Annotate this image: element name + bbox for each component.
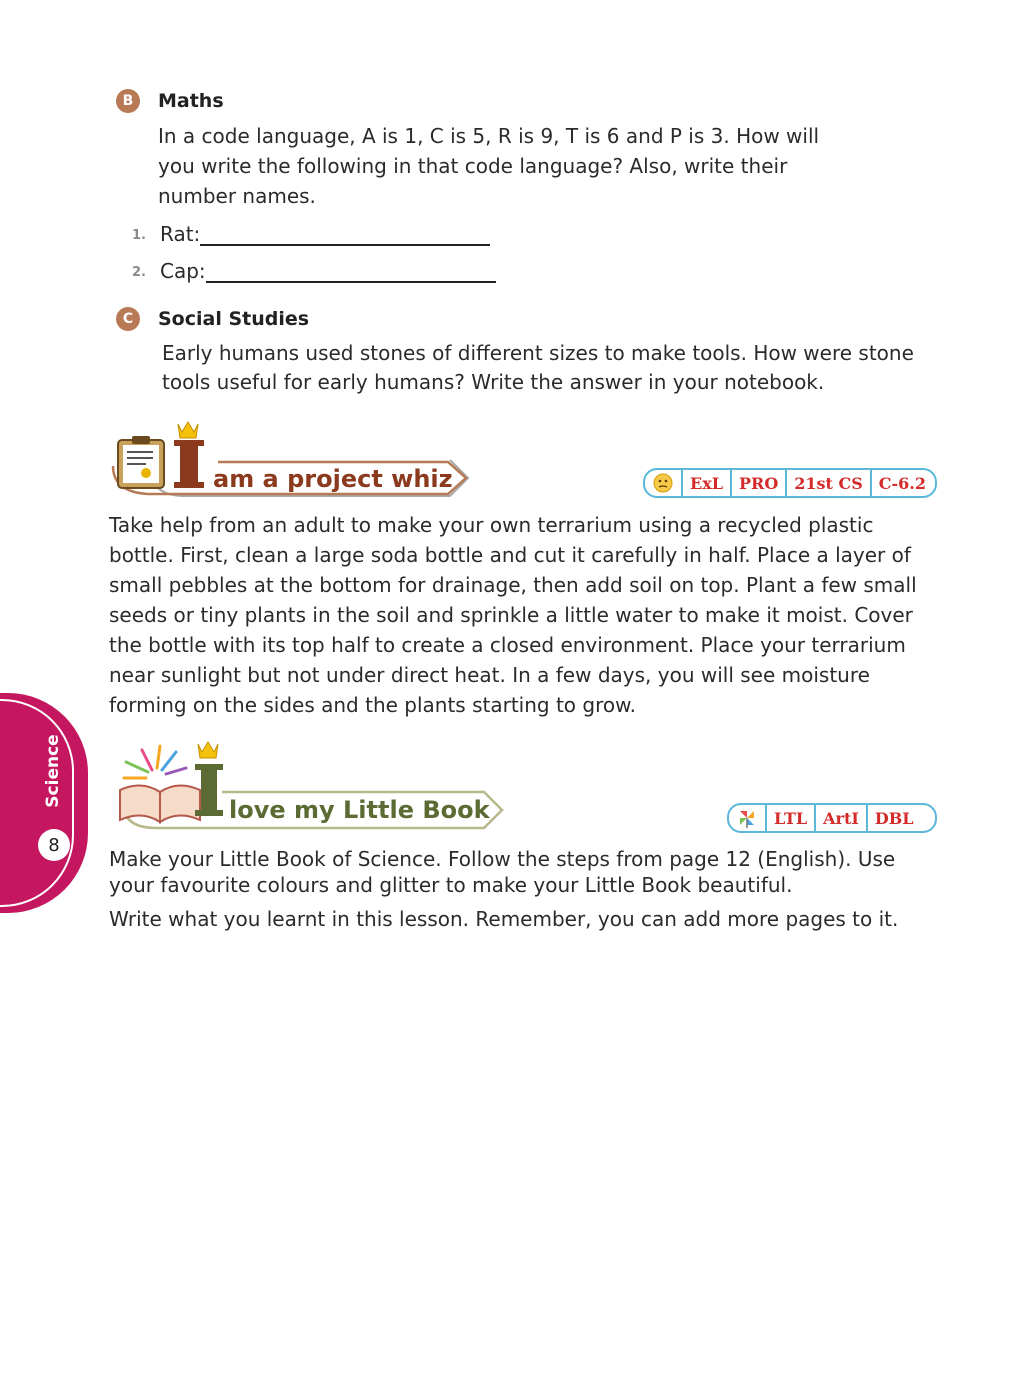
section-badge-b: B bbox=[116, 89, 140, 113]
question-number: 1. bbox=[132, 228, 146, 243]
section-title-maths: Maths bbox=[158, 90, 224, 112]
question-item-1 bbox=[132, 222, 490, 246]
little-book-reflection-text: Write what you learnt in this lesson. Remember, you can add more pages to it. bbox=[109, 907, 899, 931]
little-book-banner bbox=[112, 740, 512, 834]
section-badge-c: C bbox=[116, 307, 140, 331]
thinking-face-icon bbox=[645, 470, 681, 496]
question-label: Rat: bbox=[160, 222, 201, 246]
tag-c-6-2: C-6.2 bbox=[870, 470, 933, 496]
project-instructions-text: Take help from an adult to make your own terrarium using a recycled plastic bottle. First, clean a large soda bottle and cut it carefully in half. Place a layer of small pebbles at the bottom for drainage, then add soil on top. Plant a few small seeds or tiny plants in the soil and sprinkle a little water to make it moist. Cover the bottle with its top half to create a closed environment. Place your terrarium near sunlight but not under direct heat. In a few days, you will see moisture forming on the sides and the plants starting to grow. bbox=[109, 513, 917, 717]
tag-pro: PRO bbox=[730, 470, 785, 496]
section-c-header bbox=[116, 307, 309, 331]
little-book-instructions-text: Make your Little Book of Science. Follow the steps from page 12 (English). Use your favourite colours and glitter to make your Little Book beautiful. bbox=[109, 847, 896, 897]
tag-21st-cs: 21st CS bbox=[785, 470, 870, 496]
maths-question-text: In a code language, A is 1, C is 5, R is 9, T is 6 and P is 3. How will you write the following in that code language? Also, write their number names. bbox=[158, 124, 820, 208]
project-banner-title: am a project whiz bbox=[213, 465, 453, 493]
answer-blank-cap[interactable] bbox=[206, 259, 496, 283]
social-studies-question-text: Early humans used stones of different sizes to make tools. How were stone tools useful for early humans? Write the answer in your notebook. bbox=[162, 341, 914, 394]
project-skill-tags bbox=[643, 468, 937, 498]
question-label: Cap: bbox=[160, 259, 206, 283]
pinwheel-icon bbox=[729, 805, 765, 831]
tag-arti: ArtI bbox=[814, 805, 866, 831]
question-number: 2. bbox=[132, 265, 146, 280]
section-b-header bbox=[116, 89, 224, 113]
answer-blank-rat[interactable] bbox=[200, 222, 490, 246]
tag-ltl: LTL bbox=[765, 805, 814, 831]
page-number: 8 bbox=[38, 829, 70, 861]
section-title-social-studies: Social Studies bbox=[158, 308, 310, 330]
little-book-banner-title: love my Little Book bbox=[229, 796, 490, 824]
project-whiz-banner bbox=[108, 420, 478, 502]
little-book-skill-tags bbox=[727, 803, 937, 833]
question-item-2 bbox=[132, 259, 496, 283]
side-tab-subject: Science bbox=[43, 734, 63, 808]
tag-exl: ExL bbox=[681, 470, 730, 496]
tag-dbl: DBL bbox=[866, 805, 921, 831]
